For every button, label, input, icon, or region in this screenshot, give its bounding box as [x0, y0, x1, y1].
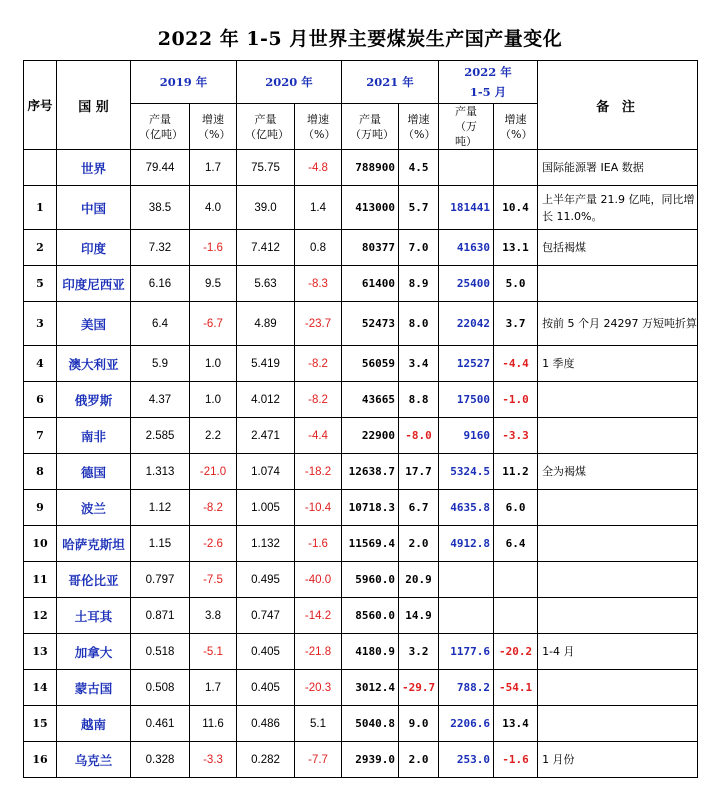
growth-2022 — [494, 562, 538, 598]
row-index — [24, 150, 57, 186]
output-2022: 788.2 — [439, 670, 494, 706]
output-2022: 4912.8 — [439, 526, 494, 562]
output-2021: 80377 — [342, 230, 399, 266]
country-name: 美国 — [57, 302, 131, 346]
note — [538, 266, 698, 302]
growth-2019: 1.0 — [190, 382, 237, 418]
growth-2020: -8.3 — [295, 266, 342, 302]
growth-2019: 2.2 — [190, 418, 237, 454]
table-row — [24, 670, 698, 706]
output-2019: 0.797 — [131, 562, 190, 598]
output-2021: 11569.4 — [342, 526, 399, 562]
output-2021: 61400 — [342, 266, 399, 302]
note — [538, 382, 698, 418]
subheader-output-2020: 产量（亿吨） — [237, 104, 295, 150]
country-name: 德国 — [57, 454, 131, 490]
output-2020: 1.132 — [237, 526, 295, 562]
growth-2020: -4.4 — [295, 418, 342, 454]
row-index: 15 — [24, 706, 57, 742]
table-row — [24, 742, 698, 778]
growth-2020: -18.2 — [295, 454, 342, 490]
output-2021: 56059 — [342, 346, 399, 382]
output-2021: 4180.9 — [342, 634, 399, 670]
subheader-growth-2022: 增速（%） — [494, 104, 538, 150]
row-index: 7 — [24, 418, 57, 454]
growth-2021: 2.0 — [399, 526, 439, 562]
country-name: 加拿大 — [57, 634, 131, 670]
output-2019: 1.12 — [131, 490, 190, 526]
table-row — [24, 490, 698, 526]
output-2020: 2.471 — [237, 418, 295, 454]
note — [538, 562, 698, 598]
growth-2021: 3.2 — [399, 634, 439, 670]
country-name: 南非 — [57, 418, 131, 454]
header-index: 序号 — [24, 61, 57, 150]
country-name: 哈萨克斯坦 — [57, 526, 131, 562]
country-name: 哥伦比亚 — [57, 562, 131, 598]
output-2021: 8560.0 — [342, 598, 399, 634]
output-2022: 1177.6 — [439, 634, 494, 670]
output-2022: 253.0 — [439, 742, 494, 778]
output-2019: 0.518 — [131, 634, 190, 670]
output-2020: 5.419 — [237, 346, 295, 382]
output-2022: 12527 — [439, 346, 494, 382]
country-name: 蒙古国 — [57, 670, 131, 706]
growth-2019: -3.3 — [190, 742, 237, 778]
note: 国际能源署 IEA 数据 — [538, 150, 698, 186]
output-2021: 788900 — [342, 150, 399, 186]
country-name: 越南 — [57, 706, 131, 742]
subheader-growth-2021: 增速（%） — [399, 104, 439, 150]
output-2022 — [439, 562, 494, 598]
growth-2019: -7.5 — [190, 562, 237, 598]
table-row — [24, 150, 698, 186]
growth-2019: -21.0 — [190, 454, 237, 490]
growth-2019: -2.6 — [190, 526, 237, 562]
growth-2019: 1.7 — [190, 150, 237, 186]
output-2020: 5.63 — [237, 266, 295, 302]
output-2021: 2939.0 — [342, 742, 399, 778]
output-2021: 12638.7 — [342, 454, 399, 490]
header-2022 — [439, 61, 538, 104]
output-2021: 22900 — [342, 418, 399, 454]
row-index: 9 — [24, 490, 57, 526]
growth-2021: 7.0 — [399, 230, 439, 266]
row-index: 6 — [24, 382, 57, 418]
output-2021: 43665 — [342, 382, 399, 418]
header-2021: 2021 年 — [342, 61, 439, 104]
note — [538, 598, 698, 634]
growth-2020: 0.8 — [295, 230, 342, 266]
growth-2021: 6.7 — [399, 490, 439, 526]
growth-2022: 13.1 — [494, 230, 538, 266]
note: 按前 5 个月 24297 万短吨折算 — [538, 302, 698, 346]
header-2022-line2: 1-5 月 — [469, 85, 507, 99]
table-row — [24, 302, 698, 346]
output-2020: 0.405 — [237, 670, 295, 706]
growth-2021: 8.0 — [399, 302, 439, 346]
row-index: 4 — [24, 346, 57, 382]
growth-2020: -14.2 — [295, 598, 342, 634]
growth-2019: -5.1 — [190, 634, 237, 670]
table-row — [24, 418, 698, 454]
output-2022: 2206.6 — [439, 706, 494, 742]
growth-2022: -1.6 — [494, 742, 538, 778]
output-2020: 0.747 — [237, 598, 295, 634]
growth-2021: 8.9 — [399, 266, 439, 302]
growth-2021: 8.8 — [399, 382, 439, 418]
output-2020: 4.012 — [237, 382, 295, 418]
growth-2019: 1.7 — [190, 670, 237, 706]
growth-2019: -1.6 — [190, 230, 237, 266]
growth-2020: -8.2 — [295, 382, 342, 418]
note — [538, 706, 698, 742]
growth-2021: 9.0 — [399, 706, 439, 742]
row-index: 13 — [24, 634, 57, 670]
output-2019: 6.16 — [131, 266, 190, 302]
page-title: 2022 年 1-5 月世界主要煤炭生产国产量变化 — [157, 28, 563, 50]
output-2022 — [439, 598, 494, 634]
output-2019: 6.4 — [131, 302, 190, 346]
header-country: 国 别 — [57, 61, 131, 150]
output-2019: 0.328 — [131, 742, 190, 778]
country-name: 印度尼西亚 — [57, 266, 131, 302]
growth-2020: -8.2 — [295, 346, 342, 382]
output-2022: 4635.8 — [439, 490, 494, 526]
growth-2022: 5.0 — [494, 266, 538, 302]
growth-2020: -21.8 — [295, 634, 342, 670]
growth-2022 — [494, 150, 538, 186]
country-name: 土耳其 — [57, 598, 131, 634]
note: 全为褐煤 — [538, 454, 698, 490]
growth-2022: 3.7 — [494, 302, 538, 346]
output-2019: 38.5 — [131, 186, 190, 230]
subheader-growth-2020: 增速（%） — [295, 104, 342, 150]
growth-2019: 4.0 — [190, 186, 237, 230]
output-2021: 10718.3 — [342, 490, 399, 526]
subheader-output-2022: 产量（万吨） — [439, 104, 494, 150]
output-2020: 4.89 — [237, 302, 295, 346]
output-2019: 1.15 — [131, 526, 190, 562]
output-2020: 39.0 — [237, 186, 295, 230]
output-2022: 5324.5 — [439, 454, 494, 490]
output-2020: 0.486 — [237, 706, 295, 742]
row-index: 16 — [24, 742, 57, 778]
growth-2020: -20.3 — [295, 670, 342, 706]
growth-2021: 4.5 — [399, 150, 439, 186]
growth-2020: 1.4 — [295, 186, 342, 230]
note: 1 月份 — [538, 742, 698, 778]
output-2022: 25400 — [439, 266, 494, 302]
row-index: 10 — [24, 526, 57, 562]
row-index: 12 — [24, 598, 57, 634]
country-name: 中国 — [57, 186, 131, 230]
country-name: 波兰 — [57, 490, 131, 526]
country-name: 印度 — [57, 230, 131, 266]
output-2019: 5.9 — [131, 346, 190, 382]
output-2021: 5960.0 — [342, 562, 399, 598]
growth-2021: 2.0 — [399, 742, 439, 778]
header-2019: 2019 年 — [131, 61, 237, 104]
output-2019: 0.461 — [131, 706, 190, 742]
row-index: 5 — [24, 266, 57, 302]
growth-2019: 1.0 — [190, 346, 237, 382]
output-2021: 52473 — [342, 302, 399, 346]
growth-2021: 20.9 — [399, 562, 439, 598]
growth-2021: 3.4 — [399, 346, 439, 382]
output-2022: 181441 — [439, 186, 494, 230]
growth-2022: -4.4 — [494, 346, 538, 382]
row-index: 14 — [24, 670, 57, 706]
growth-2021: 14.9 — [399, 598, 439, 634]
output-2021: 413000 — [342, 186, 399, 230]
country-name: 澳大利亚 — [57, 346, 131, 382]
note: 1 季度 — [538, 346, 698, 382]
table-row — [24, 454, 698, 490]
growth-2020: -7.7 — [295, 742, 342, 778]
table-row — [24, 266, 698, 302]
growth-2020: -10.4 — [295, 490, 342, 526]
table-row — [24, 598, 698, 634]
growth-2019: 3.8 — [190, 598, 237, 634]
row-index: 8 — [24, 454, 57, 490]
row-index: 11 — [24, 562, 57, 598]
table-row — [24, 634, 698, 670]
note — [538, 418, 698, 454]
output-2019: 4.37 — [131, 382, 190, 418]
output-2022: 41630 — [439, 230, 494, 266]
output-2020: 0.495 — [237, 562, 295, 598]
note: 包括褐煤 — [538, 230, 698, 266]
output-2021: 3012.4 — [342, 670, 399, 706]
output-2022: 9160 — [439, 418, 494, 454]
output-2019: 0.871 — [131, 598, 190, 634]
note: 上半年产量 21.9 亿吨，同比增长 11.0%。 — [538, 186, 698, 230]
output-2019: 7.32 — [131, 230, 190, 266]
growth-2021: 5.7 — [399, 186, 439, 230]
country-name: 乌克兰 — [57, 742, 131, 778]
growth-2020: -1.6 — [295, 526, 342, 562]
growth-2021: -8.0 — [399, 418, 439, 454]
table-row — [24, 382, 698, 418]
growth-2022: 6.0 — [494, 490, 538, 526]
row-index: 2 — [24, 230, 57, 266]
output-2022: 17500 — [439, 382, 494, 418]
growth-2019: 9.5 — [190, 266, 237, 302]
growth-2020: 5.1 — [295, 706, 342, 742]
output-2019: 2.585 — [131, 418, 190, 454]
growth-2021: -29.7 — [399, 670, 439, 706]
growth-2022 — [494, 598, 538, 634]
growth-2022: 10.4 — [494, 186, 538, 230]
growth-2022: -1.0 — [494, 382, 538, 418]
output-2020: 7.412 — [237, 230, 295, 266]
table-row — [24, 706, 698, 742]
note: 1-4 月 — [538, 634, 698, 670]
output-2022: 22042 — [439, 302, 494, 346]
growth-2019: -8.2 — [190, 490, 237, 526]
table-row — [24, 562, 698, 598]
growth-2020: -40.0 — [295, 562, 342, 598]
note — [538, 670, 698, 706]
table-row — [24, 526, 698, 562]
output-2020: 1.074 — [237, 454, 295, 490]
table-row — [24, 230, 698, 266]
growth-2022: -54.1 — [494, 670, 538, 706]
growth-2022: -20.2 — [494, 634, 538, 670]
header-2022-line1: 2022 年 — [464, 65, 512, 79]
note — [538, 526, 698, 562]
note — [538, 490, 698, 526]
output-2020: 75.75 — [237, 150, 295, 186]
row-index: 1 — [24, 186, 57, 230]
growth-2022: 11.2 — [494, 454, 538, 490]
output-2020: 1.005 — [237, 490, 295, 526]
output-2019: 0.508 — [131, 670, 190, 706]
output-2020: 0.405 — [237, 634, 295, 670]
growth-2021: 17.7 — [399, 454, 439, 490]
subheader-growth-2019: 增速（%） — [190, 104, 237, 150]
growth-2022: -3.3 — [494, 418, 538, 454]
output-2022 — [439, 150, 494, 186]
table-row — [24, 346, 698, 382]
growth-2020: -23.7 — [295, 302, 342, 346]
growth-2019: -6.7 — [190, 302, 237, 346]
output-2019: 1.313 — [131, 454, 190, 490]
coal-production-table — [23, 60, 698, 778]
output-2019: 79.44 — [131, 150, 190, 186]
country-name: 俄罗斯 — [57, 382, 131, 418]
subheader-output-2019: 产量（亿吨） — [131, 104, 190, 150]
subheader-output-2021: 产量（万吨） — [342, 104, 399, 150]
table-row — [24, 186, 698, 230]
growth-2020: -4.8 — [295, 150, 342, 186]
header-notes: 备 注 — [538, 61, 698, 150]
header-2020: 2020 年 — [237, 61, 342, 104]
row-index: 3 — [24, 302, 57, 346]
growth-2022: 13.4 — [494, 706, 538, 742]
country-name: 世界 — [57, 150, 131, 186]
growth-2022: 6.4 — [494, 526, 538, 562]
growth-2019: 11.6 — [190, 706, 237, 742]
output-2020: 0.282 — [237, 742, 295, 778]
output-2021: 5040.8 — [342, 706, 399, 742]
